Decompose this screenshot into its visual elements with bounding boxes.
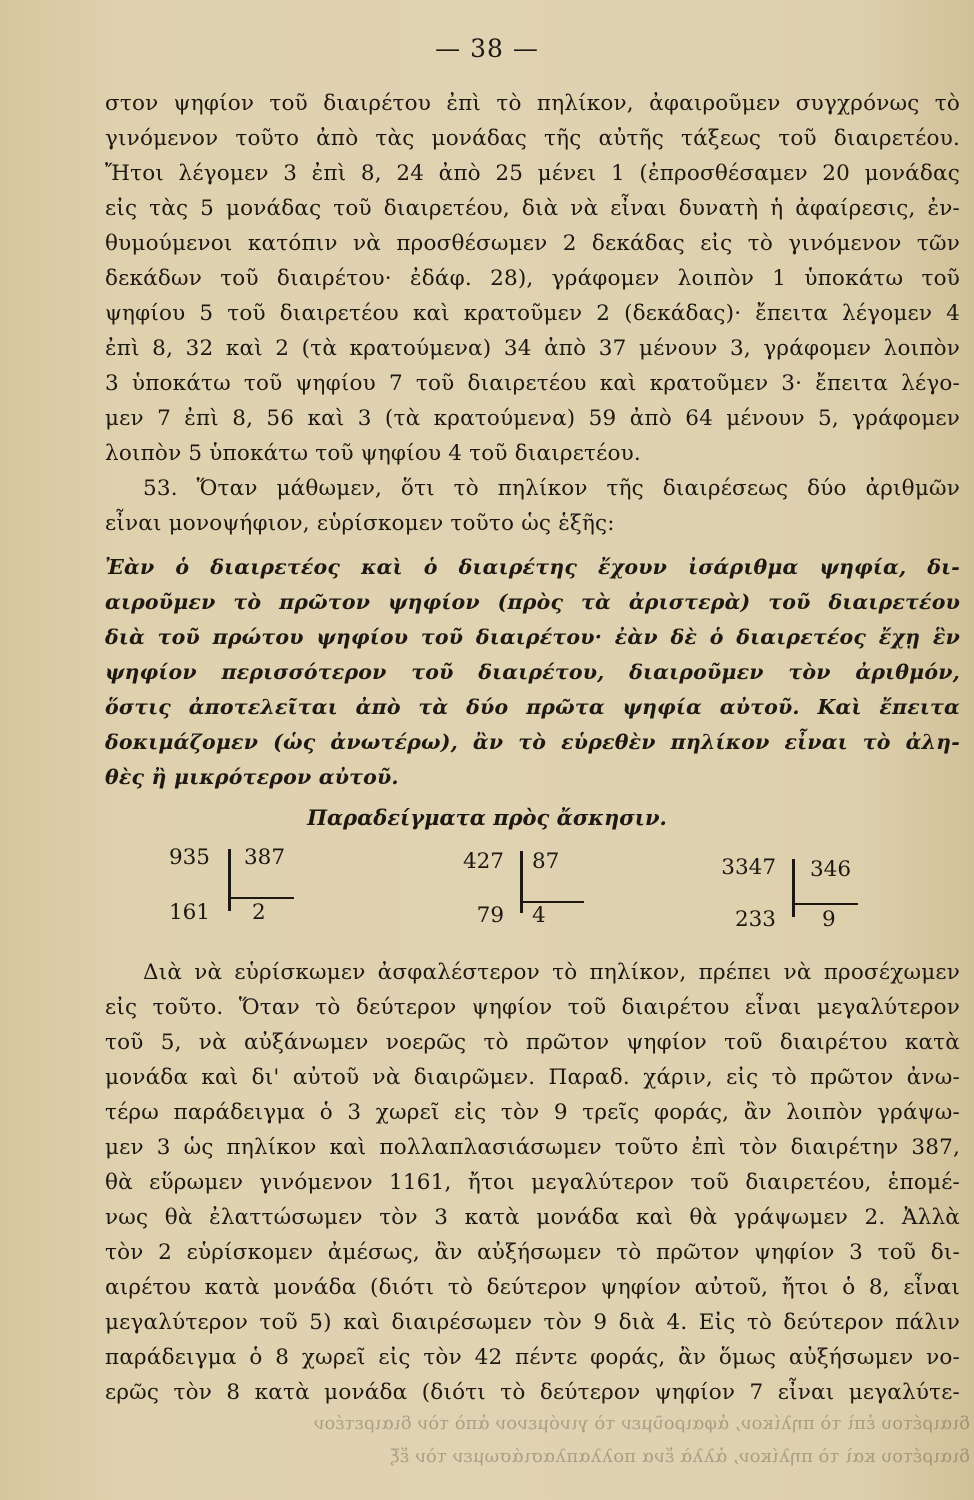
dividend: 427 — [462, 849, 504, 874]
rule-line: θὲς ἢ μικρότερον αὐτοῦ. — [105, 765, 399, 789]
text-line: τέρω παράδειγμα ὁ 3 χωρεῖ εἰς τὸν 9 τρεῖς φοράς, ἂν λοιπὸν γράψω- — [105, 1100, 960, 1125]
rule-line: αιροῦμεν τὸ πρῶτον ψηφίον (πρὸς τὰ ἀριστερὰ) τοῦ διαιρετέου — [105, 590, 960, 614]
rule-line: ὅστις ἀποτελεῖται ἀπὸ τὰ δύο πρῶτα ψηφία αὐτοῦ. Καὶ ἔπειτα — [105, 695, 960, 719]
divisor: 87 — [532, 849, 560, 874]
text-line: τὸν 2 εὑρίσκομεν ἀμέσως, ἂν αὐξήσωμεν τὸ πρῶτον ψηφίον 3 τοῦ δι- — [105, 1240, 960, 1265]
remainder: 79 — [476, 903, 504, 928]
text-line: Ἤτοι λέγομεν 3 ἐπὶ 8, 24 ἀπὸ 25 μένει 1 (ἐπροσθέσαμεν 20 μονάδας — [105, 161, 960, 186]
remainder: 161 — [168, 900, 210, 925]
text-line: εἰς τὰς 5 μονάδας τοῦ διαιρετέου, διὰ νὰ εἶναι δυνατὴ ἡ ἀφαίρεσις, ἐν- — [105, 196, 960, 221]
text-line: λοιπὸν 5 ὑποκάτω τοῦ ψηφίου 4 τοῦ διαιρετέου. — [105, 441, 641, 466]
text-line: μεγαλύτερον τοῦ 5) καὶ διαιρέσωμεν τὸν 9 διὰ 4. Εἰς τὸ δεύτερον πάλιν — [105, 1310, 960, 1335]
bleed-through-text: διαιρέτου καὶ τὸ πηλίκον, ἀλλὰ ἕνα πολλαπλασιάσωμεν τὸν ἕξ — [389, 1446, 970, 1467]
division-vertical-bar — [228, 849, 231, 911]
text-line: γινόμενον τοῦτο ἀπὸ τὰς μονάδας τῆς αὐτῆς τάξεως τοῦ διαιρετέου. — [105, 126, 960, 151]
text-line: ψηφίου 5 τοῦ διαιρετέου καὶ κρατοῦμεν 2 (δεκάδας)· ἔπειτα λέγομεν 4 — [105, 301, 960, 326]
text-line: εἰς τοῦτο. Ὅταν τὸ δεύτερον ψηφίον τοῦ διαιρέτου εἶναι μεγαλύτερον — [105, 995, 960, 1020]
section-53-line: 53. Ὅταν μάθωμεν, ὅτι τὸ πηλίκον τῆς διαιρέσεως δύο ἀριθμῶν — [143, 476, 960, 501]
rule-line: δοκιμάζομεν (ὡς ἀνωτέρω), ἂν τὸ εὑρεθὲν πηλίκον εἶναι τὸ ἀλη- — [105, 730, 960, 754]
text-line: τοῦ 5, νὰ αὐξάνωμεν νοερῶς τὸ πρῶτον ψηφίον τοῦ διαιρέτου κατὰ — [105, 1030, 960, 1055]
text-line: θὰ εὕρωμεν γινόμενον 1161, ἤτοι μεγαλύτερον τοῦ διαιρετέου, ἑπομέ- — [105, 1170, 960, 1195]
division-vertical-bar — [520, 851, 523, 913]
text-line: νως θὰ ἐλαττώσωμεν τὸν 3 κατὰ μονάδα καὶ θὰ γράψωμεν 2. Ἀλλὰ — [105, 1205, 960, 1230]
text-line: μονάδα καὶ δι' αὐτοῦ νὰ διαιρῶμεν. Παραδ. χάριν, εἰς τὸ πρῶτον ἀνω- — [105, 1065, 960, 1090]
rule-line: Ἐὰν ὁ διαιρετέος καὶ ὁ διαιρέτης ἔχουν ἰσάριθμα ψηφία, δι- — [105, 555, 960, 579]
quotient: 2 — [252, 900, 266, 925]
dividend: 3347 — [721, 855, 776, 880]
rule-paragraph — [105, 550, 960, 795]
division-vertical-bar — [792, 859, 795, 917]
text-line: δεκάδων τοῦ διαιρέτου· ἐδάφ. 28), γράφομεν λοιπὸν 1 ὑποκάτω τοῦ — [105, 266, 960, 291]
text-line: αιρέτου κατὰ μονάδα (διότι τὸ δεύτερον ψηφίον αὐτοῦ, ἤτοι ὁ 8, εἶναι — [105, 1275, 960, 1300]
rule-line: διὰ τοῦ πρώτου ψηφίου τοῦ διαιρέτου· ἐὰν δὲ ὁ διαιρετέος ἔχῃ ἓν — [105, 625, 960, 649]
dividend: 935 — [168, 845, 210, 870]
text-line: παράδειγμα ὁ 8 χωρεῖ εἰς τὸν 42 πέντε φοράς, ἂν ὅμως αὐξήσωμεν νο- — [105, 1345, 960, 1370]
quotient: 9 — [822, 907, 836, 932]
divisor: 387 — [244, 845, 286, 870]
divisor: 346 — [810, 857, 852, 882]
text-line: εἶναι μονοψήφιον, εὑρίσκομεν τοῦτο ὡς ἑξῆς: — [105, 511, 615, 536]
text-line: θυμούμενοι κατόπιν νὰ προσθέσωμεν 2 δεκάδας εἰς τὸ γινόμενον τῶν — [105, 231, 960, 256]
text-line: 3 ὑποκάτω τοῦ ψηφίου 7 τοῦ διαιρετέου καὶ κρατοῦμεν 3· ἔπειτα λέγο- — [105, 371, 960, 396]
text-line: μεν 7 ἐπὶ 8, 56 καὶ 3 (τὰ κρατούμενα) 59 ἀπὸ 64 μένουν 5, γράφομεν — [105, 406, 960, 431]
quotient: 4 — [532, 903, 546, 928]
rule-line: ψηφίον περισσότερον τοῦ διαιρέτου, διαιροῦμεν τὸν ἀριθμόν, — [105, 660, 960, 684]
text-line: ἐπὶ 8, 32 καὶ 2 (τὰ κρατούμενα) 34 ἀπὸ 37 μένουν 3, γράφομεν λοιπὸν — [105, 336, 960, 361]
page-number: — 38 — — [435, 34, 539, 63]
remainder: 233 — [734, 907, 776, 932]
text-line: Διὰ νὰ εὑρίσκωμεν ἀσφαλέστερον τὸ πηλίκον, πρέπει νὰ προσέχωμεν — [143, 960, 960, 985]
bleed-through-text: διαιρέτου ἐπὶ τὸ πηλίκον, ἀφαιροῦμεν τὸ γινόμενον ἀπὸ τὸν διαιρετέον — [313, 1413, 970, 1434]
paragraph-bottom — [105, 955, 960, 1410]
division-horizontal-bar — [230, 897, 294, 899]
text-line: στον ψηφίον τοῦ διαιρέτου ἐπὶ τὸ πηλίκον, ἀφαιροῦμεν συγχρόνως τὸ — [105, 91, 960, 116]
paragraph-top — [105, 86, 960, 541]
examples-heading: Παραδείγματα πρὸς ἄσκησιν. — [307, 805, 667, 830]
division-horizontal-bar — [794, 903, 858, 905]
text-line: μεν 3 ὡς πηλίκον καὶ πολλαπλασιάσωμεν τοῦτο ἐπὶ τὸν διαιρέτην 387, — [105, 1135, 960, 1160]
text-line: ερῶς τὸν 8 κατὰ μονάδα (διότι τὸ δεύτερον ψηφίον 7 εἶναι μεγαλύτε- — [105, 1380, 960, 1405]
